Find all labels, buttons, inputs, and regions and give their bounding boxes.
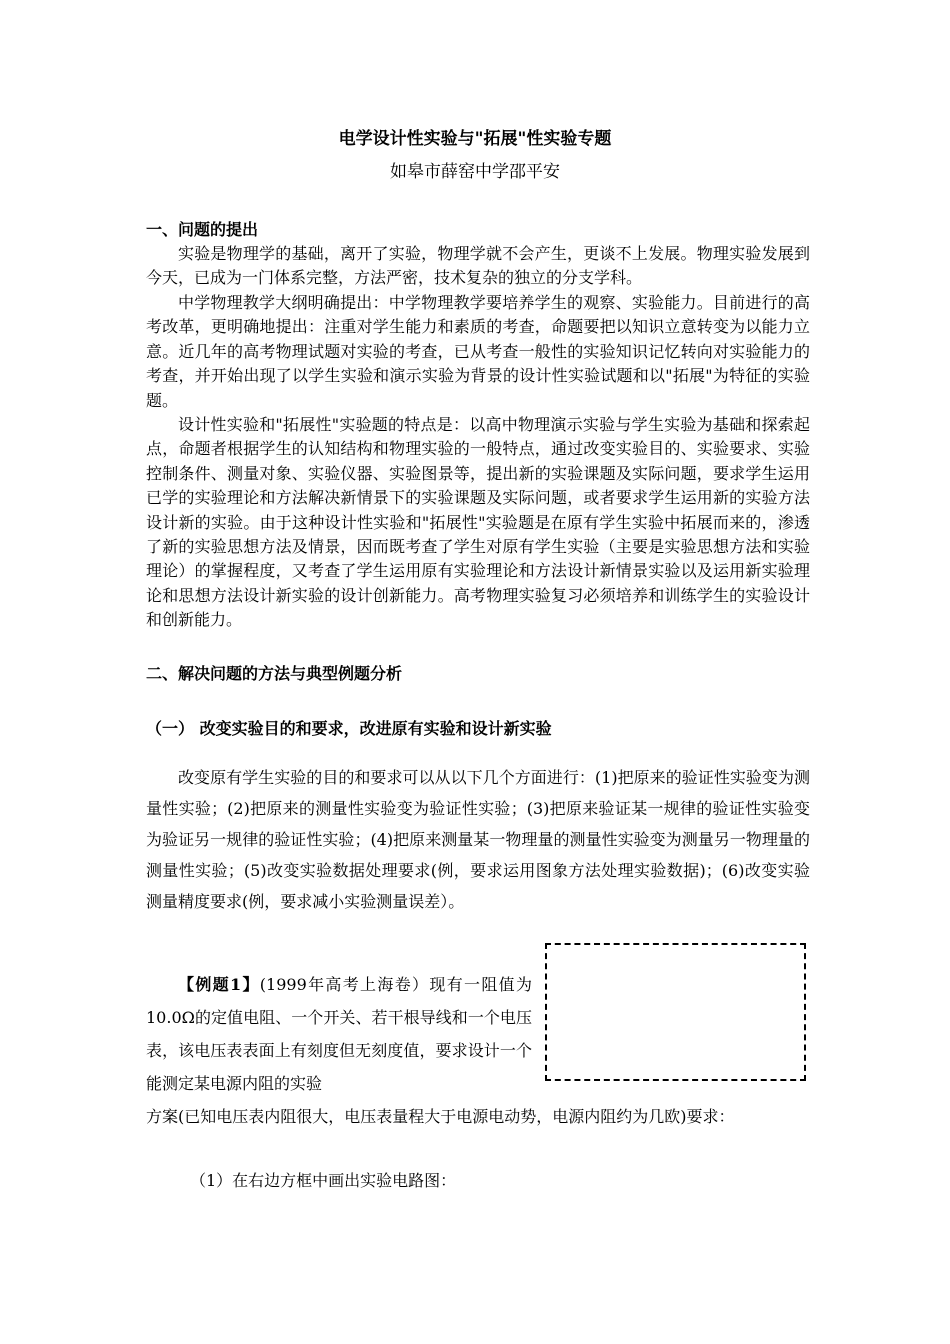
example-1 (146, 968, 810, 1133)
example-1-continuation: 方案(已知电压表内阻很大，电压表量程大于电源电动势，电源内阻约为几欧)要求： (146, 1107, 735, 1126)
paragraph-3: 设计性实验和"拓展性"实验题的特点是：以高中物理演示实验与学生实验为基础和探索起点，命题者根据学生的认知结构和物理实验的一般特点，通过改变实验目的、实验要求、实验控制条件、测量对象、实验仪器、实验图景等，提出新的实验课题及实际问题，要求学生运用已学的实验理论和方法解决新情景下的实验课题及实际问题，或者要求学生运用新的实验方法设计新的实验。由于这种设计性实验和"拓展性"实验题是在原有学生实验中拓展而来的，渗透了新的实验思想方法及情景，因而既考查了学生对原有学生实验（主要是实验思想方法和实验理论）的掌握程度，又考查了学生运用原有实验理论和方法设计新情景实验以及运用新实验理论和思想方法设计新实验的设计创新能力。高考物理实验复习必须培养和训练学生的实验设计和创新能力。 (146, 415, 810, 630)
question-1: （1）在右边方框中画出实验电路图： (190, 1171, 457, 1190)
example-1-text (146, 968, 532, 1100)
document-author: 如皋市薛窑中学邵平安 (390, 162, 560, 182)
example-1-body: (1999年高考上海卷）现有一阻值为10.0Ω的定值电阻、一个开关、若干根导线和一个电压表，该电压表表面上有刻度但无刻度值，要求设计一个能测定某电源内阻的实验 (146, 975, 532, 1093)
paragraph-4: 改变原有学生实验的目的和要求可以从以下几个方面进行：(1)把原来的验证性实验变为测量性实验；(2)把原来的测量性实验变为验证性实验；(3)把原来验证某一规律的验证性实验变为验证另一规律的验证性实验；(4)把原来测量某一物理量的测量性实验变为测量另一物理量的测量性实验；(5)改变实验数据处理要求(例，要求运用图象方法处理实验数据)；(6)改变实验测量精度要求(例，要求减小实验测量误差）。 (146, 768, 810, 911)
subsection-heading-1: （一） 改变实验目的和要求，改进原有实验和设计新实验 (146, 719, 552, 738)
section-heading-1: 一、问题的提出 (146, 220, 259, 239)
document-title: 电学设计性实验与"拓展"性实验专题 (338, 129, 612, 149)
example-1-label: 【例题1】 (178, 975, 260, 994)
paragraph-1: 实验是物理学的基础，离开了实验，物理学就不会产生，更谈不上发展。物理实验发展到今天，已成为一门体系完整，方法严密，技术复杂的独立的分支学科。 (146, 244, 810, 288)
paragraph-2: 中学物理教学大纲明确提出：中学物理教学要培养学生的观察、实验能力。目前进行的高考改革，更明确地提出：注重对学生能力和素质的考查，命题要把以知识立意转变为以能力立意。近几年的高考物理试题对实验的考查，已从考查一般性的实验知识记忆转向对实验能力的考查，并开始出现了以学生实验和演示实验为背景的设计性实验试题和以"拓展"为特征的实验题。 (146, 293, 810, 410)
section-heading-2: 二、解决问题的方法与典型例题分析 (146, 664, 403, 683)
